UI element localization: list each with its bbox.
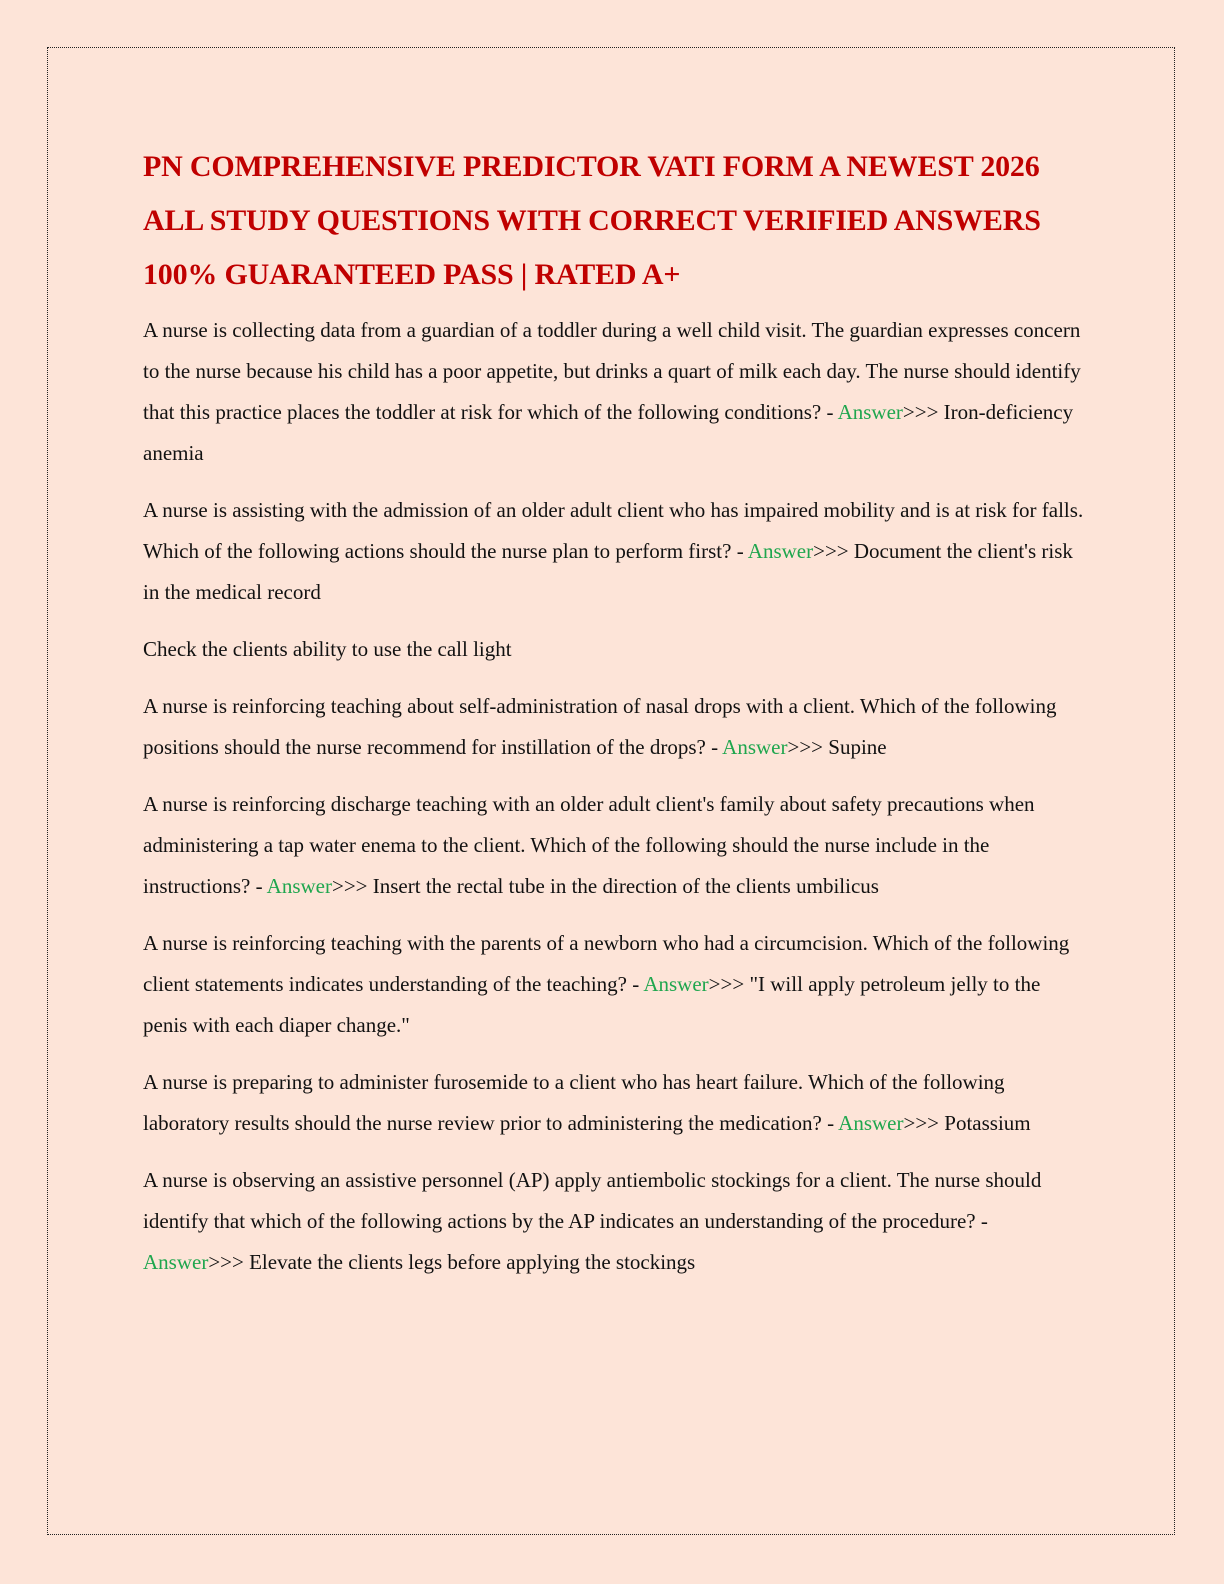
- question-text: A nurse is reinforcing teaching about self-administration of nasal drops with a client. Which of the following positions should the nurse recommend for instillation of the drops? -: [143, 694, 1057, 759]
- answer-marker: >>>: [813, 539, 854, 563]
- answer-label: Answer: [143, 1250, 209, 1274]
- answer-text: "I will apply petroleum jelly to the penis with each diaper change.": [143, 972, 1041, 1037]
- answer-label: Answer: [838, 1111, 904, 1135]
- qa-item: [143, 1160, 1088, 1283]
- answer-marker: >>>: [331, 874, 373, 898]
- question-text: A nurse is reinforcing teaching with the parents of a newborn who had a circumcision. Which of the following client statements indicates understanding of the teaching? -: [143, 931, 1070, 996]
- answer-marker: >>>: [787, 735, 829, 759]
- qa-item: [143, 686, 1088, 768]
- answer-marker: >>>: [902, 400, 944, 424]
- document-title: PN COMPREHENSIVE PREDICTOR VATI FORM A NEWEST 2026 ALL STUDY QUESTIONS WITH CORRECT VERIFIED ANSWERS 100% GUARANTEED PASS | RATED A+: [143, 150, 1041, 291]
- question-text: A nurse is assisting with the admission of an older adult client who has impaired mobility and is at risk for falls. Which of the following actions should the nurse plan to perform first? -: [143, 498, 1084, 563]
- question-text: A nurse is preparing to administer furosemide to a client who has heart failure. Which of the following laboratory results should the nurse review prior to administering the medication? -: [143, 1070, 1005, 1135]
- answer-label: Answer: [643, 972, 709, 996]
- answer-text: Supine: [828, 735, 887, 759]
- qa-item: [143, 490, 1088, 613]
- qa-item: [143, 1062, 1088, 1144]
- answer-text: Iron-deficiency anemia: [143, 400, 1074, 465]
- answer-text: Insert the rectal tube in the direction of the clients umbilicus: [372, 874, 879, 898]
- question-text: A nurse is observing an assistive personnel (AP) apply antiembolic stockings for a client. The nurse should identify that which of the following actions by the AP indicates an understanding of the procedure? -: [143, 1168, 1042, 1233]
- question-text: A nurse is collecting data from a guardian of a toddler during a well child visit. The guardian expresses concern to the nurse because his child has a poor appetite, but drinks a quart of milk each day. The nurse should identify that this practice places the toddler at risk for which of the following conditions? -: [143, 318, 1081, 424]
- qa-item: [143, 310, 1088, 474]
- question-text: A nurse is reinforcing discharge teaching with an older adult client's family about safety precautions when administering a tap water enema to the client. Which of the following should the nurse include in the instructions? -: [143, 792, 1035, 898]
- answer-marker: >>>: [708, 972, 750, 996]
- qa-item: [143, 923, 1088, 1046]
- answer-label: Answer: [837, 400, 903, 424]
- answer-marker: >>>: [903, 1111, 945, 1135]
- answer-label: Answer: [722, 735, 788, 759]
- answer-marker: >>>: [208, 1250, 250, 1274]
- document-body: [143, 140, 1088, 1299]
- answer-text: Potassium: [944, 1111, 1031, 1135]
- answer-label: Answer: [747, 539, 814, 563]
- qa-item: [143, 784, 1088, 907]
- answer-text: Elevate the clients legs before applying the stockings: [249, 1250, 696, 1274]
- plain-paragraph: Check the clients ability to use the call light: [143, 637, 512, 661]
- answer-text: Document the client's risk in the medical record: [143, 539, 1073, 604]
- answer-label: Answer: [266, 874, 332, 898]
